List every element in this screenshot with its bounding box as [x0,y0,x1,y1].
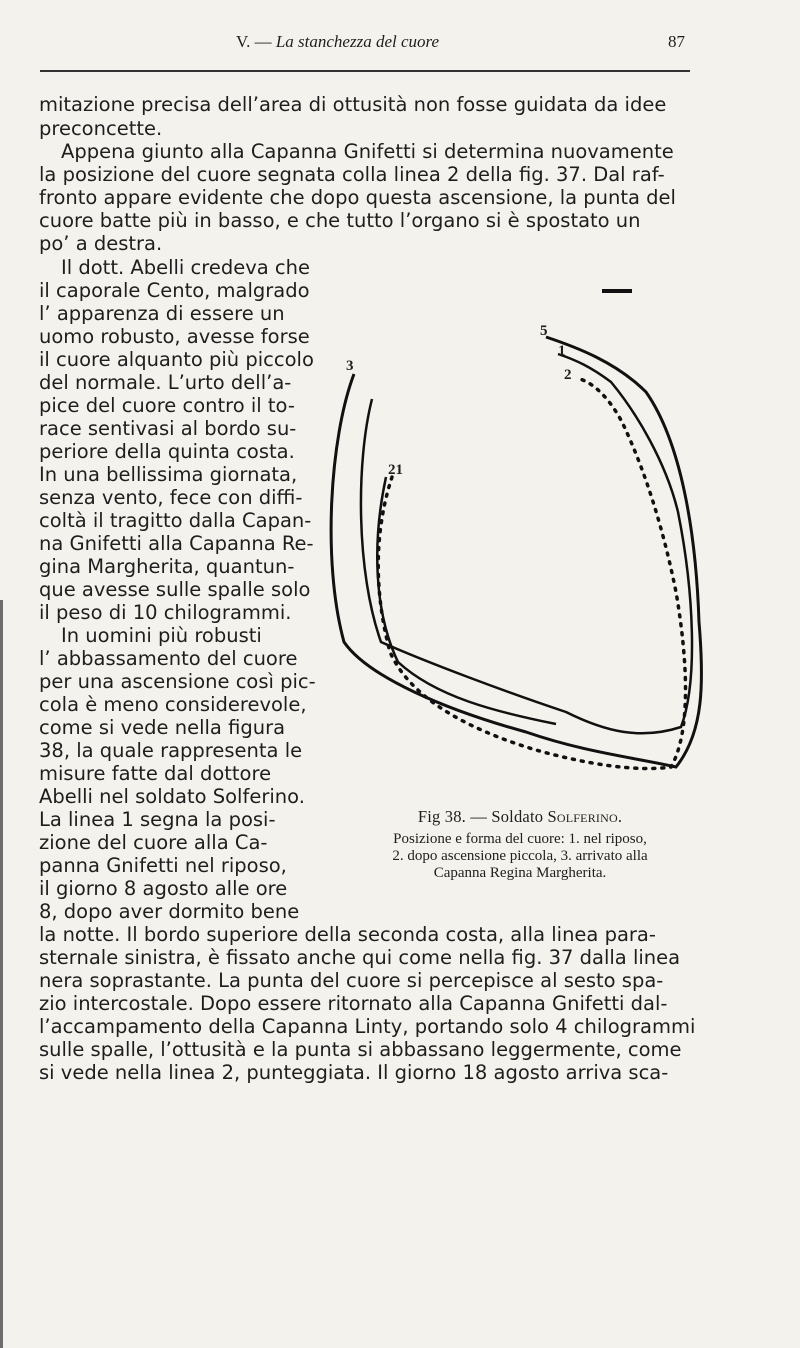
heart-curve-2 [378,378,685,768]
heart-curve-3 [331,337,701,767]
text-line: fronto appare evidente che dopo questa ascensione, la punta del [39,186,676,209]
text-line: coltà il tragitto dalla Capan- [39,509,312,532]
caption-body [326,831,714,882]
text-line: sulle spalle, l’ottusità e la punta si abbassano leggermente, come [39,1038,682,1061]
text-line: La linea 1 segna la posi- [39,808,276,831]
text-line: po’ a destra. [39,232,163,255]
text-line: Abelli nel soldato Solferino. [39,785,305,808]
heart-diagram-svg [326,262,706,802]
text-line: cola è meno considerevole, [39,693,307,716]
heart-curve-1 [361,354,692,733]
text-line: il giorno 8 agosto alle ore [39,877,288,900]
text-line: na Gnifetti alla Capanna Re- [39,532,314,555]
text-line: pice del cuore contro il to- [39,394,295,417]
text-line: 8, dopo aver dormito bene [39,900,300,923]
text-line: zione del cuore alla Ca- [39,831,268,854]
text-line: 38, la quale rappresenta le [39,739,303,762]
text-line: sternale sinistra, è fissato anche qui come nella fig. 37 dalla linea [39,946,681,969]
figure-caption [326,807,714,882]
label-curve-1: 1 [558,343,566,359]
text-line: zio intercostale. Dopo essere ritornato alla Capanna Gnifetti dal- [39,992,668,1015]
text-line: race sentivasi al bordo su- [39,417,297,440]
caption-title [326,807,714,827]
text-line: uomo robusto, avesse forse [39,325,310,348]
text-line: il caporale Cento, malgrado [39,279,310,302]
text-line: il cuore alquanto più piccolo [39,348,314,371]
running-title [236,32,439,52]
text-line: come si vede nella figura [39,716,286,739]
text-line: la notte. Il bordo superiore della seconda costa, alla linea para- [39,923,656,946]
text-line: In uomini più robusti [61,624,262,647]
text-line: periore della quinta costa. [39,440,295,463]
label-curve-5: 5 [540,323,548,339]
text-line: Appena giunto alla Capanna Gnifetti si determina nuovamente [61,140,674,163]
text-line: il peso di 10 chilogrammi. [39,601,292,624]
text-line: l’ apparenza di essere un [39,302,285,325]
text-line: Il dott. Abelli credeva che [61,256,310,279]
label-curve-3: 3 [346,358,354,374]
caption-line: Posizione e forma del cuore: 1. nel riposo, [393,831,647,847]
text-line: preconcette. [39,117,163,140]
text-line: In una bellissima giornata, [39,463,298,486]
caption-title-name: Solferino. [547,807,623,826]
caption-line: Capanna Regina Margherita. [433,865,607,881]
text-line: l’ abbassamento del cuore [39,647,298,670]
text-line: que avesse sulle spalle solo [39,578,311,601]
page-number: 87 [668,32,685,51]
text-line: mitazione precisa dell’area di ottusità non fosse guidata da idee [39,93,667,116]
text-line: misure fatte dal dottore [39,762,272,785]
text-line: senza vento, fece con diffi- [39,486,303,509]
header-rule [40,70,690,72]
label-inner-21: 21 [388,462,403,478]
figure-38-heart-diagram [326,262,706,802]
text-line: cuore batte più in basso, e che tutto l’organo si è spostato un [39,209,641,232]
text-line: si vede nella linea 2, punteggiata. Il giorno 18 agosto arriva sca- [39,1061,669,1084]
text-line: panna Gnifetti nel riposo, [39,854,287,877]
text-line: per una ascensione così pic- [39,670,316,693]
text-line: nera soprastante. La punta del cuore si percepisce al sesto spa- [39,969,664,992]
text-line: la posizione del cuore segnata colla linea 2 della fig. 37. Dal raf- [39,163,665,186]
chapter-title: La stanchezza del cuore [275,32,440,51]
page-edge-shadow [0,600,3,1348]
running-header [0,28,800,58]
text-line: l’accampamento della Capanna Linty, portando solo 4 chilogrammi [39,1015,696,1038]
text-line: del normale. L’urto dell’a- [39,371,292,394]
chapter-number: V. — [236,32,272,51]
caption-title-prefix: Fig 38. — Soldato [417,807,544,826]
text-line: gina Margherita, quantun- [39,555,295,578]
label-curve-2: 2 [564,367,572,383]
caption-line: 2. dopo ascensione piccola, 3. arrivato alla [392,848,648,864]
